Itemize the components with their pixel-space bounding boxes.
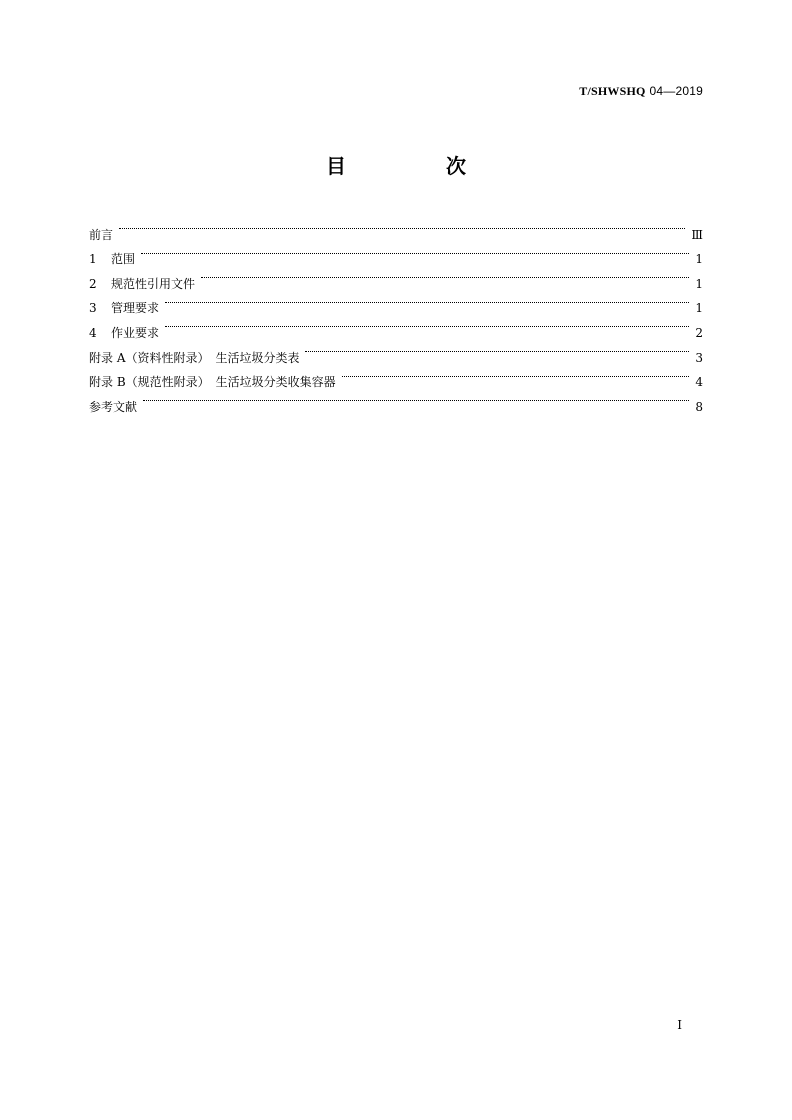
- toc-dot-leader: [119, 214, 687, 239]
- toc-entry-text: 作业要求: [111, 325, 160, 340]
- table-of-contents: [89, 214, 703, 414]
- toc-entry-text: 规范性引用文件: [111, 276, 196, 291]
- toc-dot-leader: [342, 362, 691, 387]
- toc-dot-leader: [305, 337, 691, 362]
- toc-entry-label: [89, 247, 141, 272]
- toc-entry-label: [89, 321, 165, 346]
- toc-entry[interactable]: [89, 263, 703, 291]
- toc-entry-page: 4: [695, 375, 703, 390]
- toc-entry-label: [89, 223, 119, 248]
- toc-entry-page: Ⅲ: [691, 227, 703, 242]
- toc-entry-label: [89, 395, 143, 420]
- page-title: 目 次: [326, 154, 506, 178]
- toc-entry-label: [89, 346, 305, 371]
- toc-entry-number: 4: [89, 325, 97, 340]
- document-code-number: 04—2019: [649, 84, 703, 98]
- toc-entry-text: 参考文献: [89, 399, 138, 414]
- toc-dot-leader: [165, 312, 691, 337]
- toc-entry-label: [89, 296, 165, 321]
- toc-entry-text: 范围: [111, 252, 136, 267]
- toc-entry-text: 前言: [89, 227, 114, 242]
- document-code: [579, 84, 703, 99]
- toc-entry-number: 2: [89, 276, 97, 291]
- toc-entry-page: 2: [695, 325, 703, 340]
- toc-entry-page: 1: [695, 276, 703, 291]
- toc-entry[interactable]: [89, 386, 703, 414]
- toc-entry-page: 3: [695, 350, 703, 365]
- toc-entry[interactable]: [89, 312, 703, 340]
- toc-dot-leader: [165, 288, 691, 313]
- toc-entry-page: 1: [695, 301, 703, 316]
- toc-entry-page: 8: [695, 399, 703, 414]
- toc-dot-leader: [143, 386, 691, 411]
- toc-entry[interactable]: [89, 337, 703, 365]
- toc-dot-leader: [201, 263, 691, 288]
- document-code-prefix: T/SHWSHQ: [579, 84, 646, 98]
- toc-entry-text: 附录 A（资料性附录） 生活垃圾分类表: [89, 350, 300, 365]
- toc-entry[interactable]: [89, 214, 703, 242]
- toc-entry-number: 1: [89, 252, 97, 267]
- toc-entry-number: 3: [89, 301, 97, 316]
- page-number: I: [677, 1018, 682, 1032]
- toc-entry-text: 附录 B（规范性附录） 生活垃圾分类收集容器: [89, 375, 336, 390]
- toc-entry[interactable]: [89, 288, 703, 316]
- toc-entry[interactable]: [89, 239, 703, 267]
- toc-dot-leader: [141, 239, 691, 264]
- toc-entry-text: 管理要求: [111, 301, 160, 316]
- toc-entry-page: 1: [695, 252, 703, 267]
